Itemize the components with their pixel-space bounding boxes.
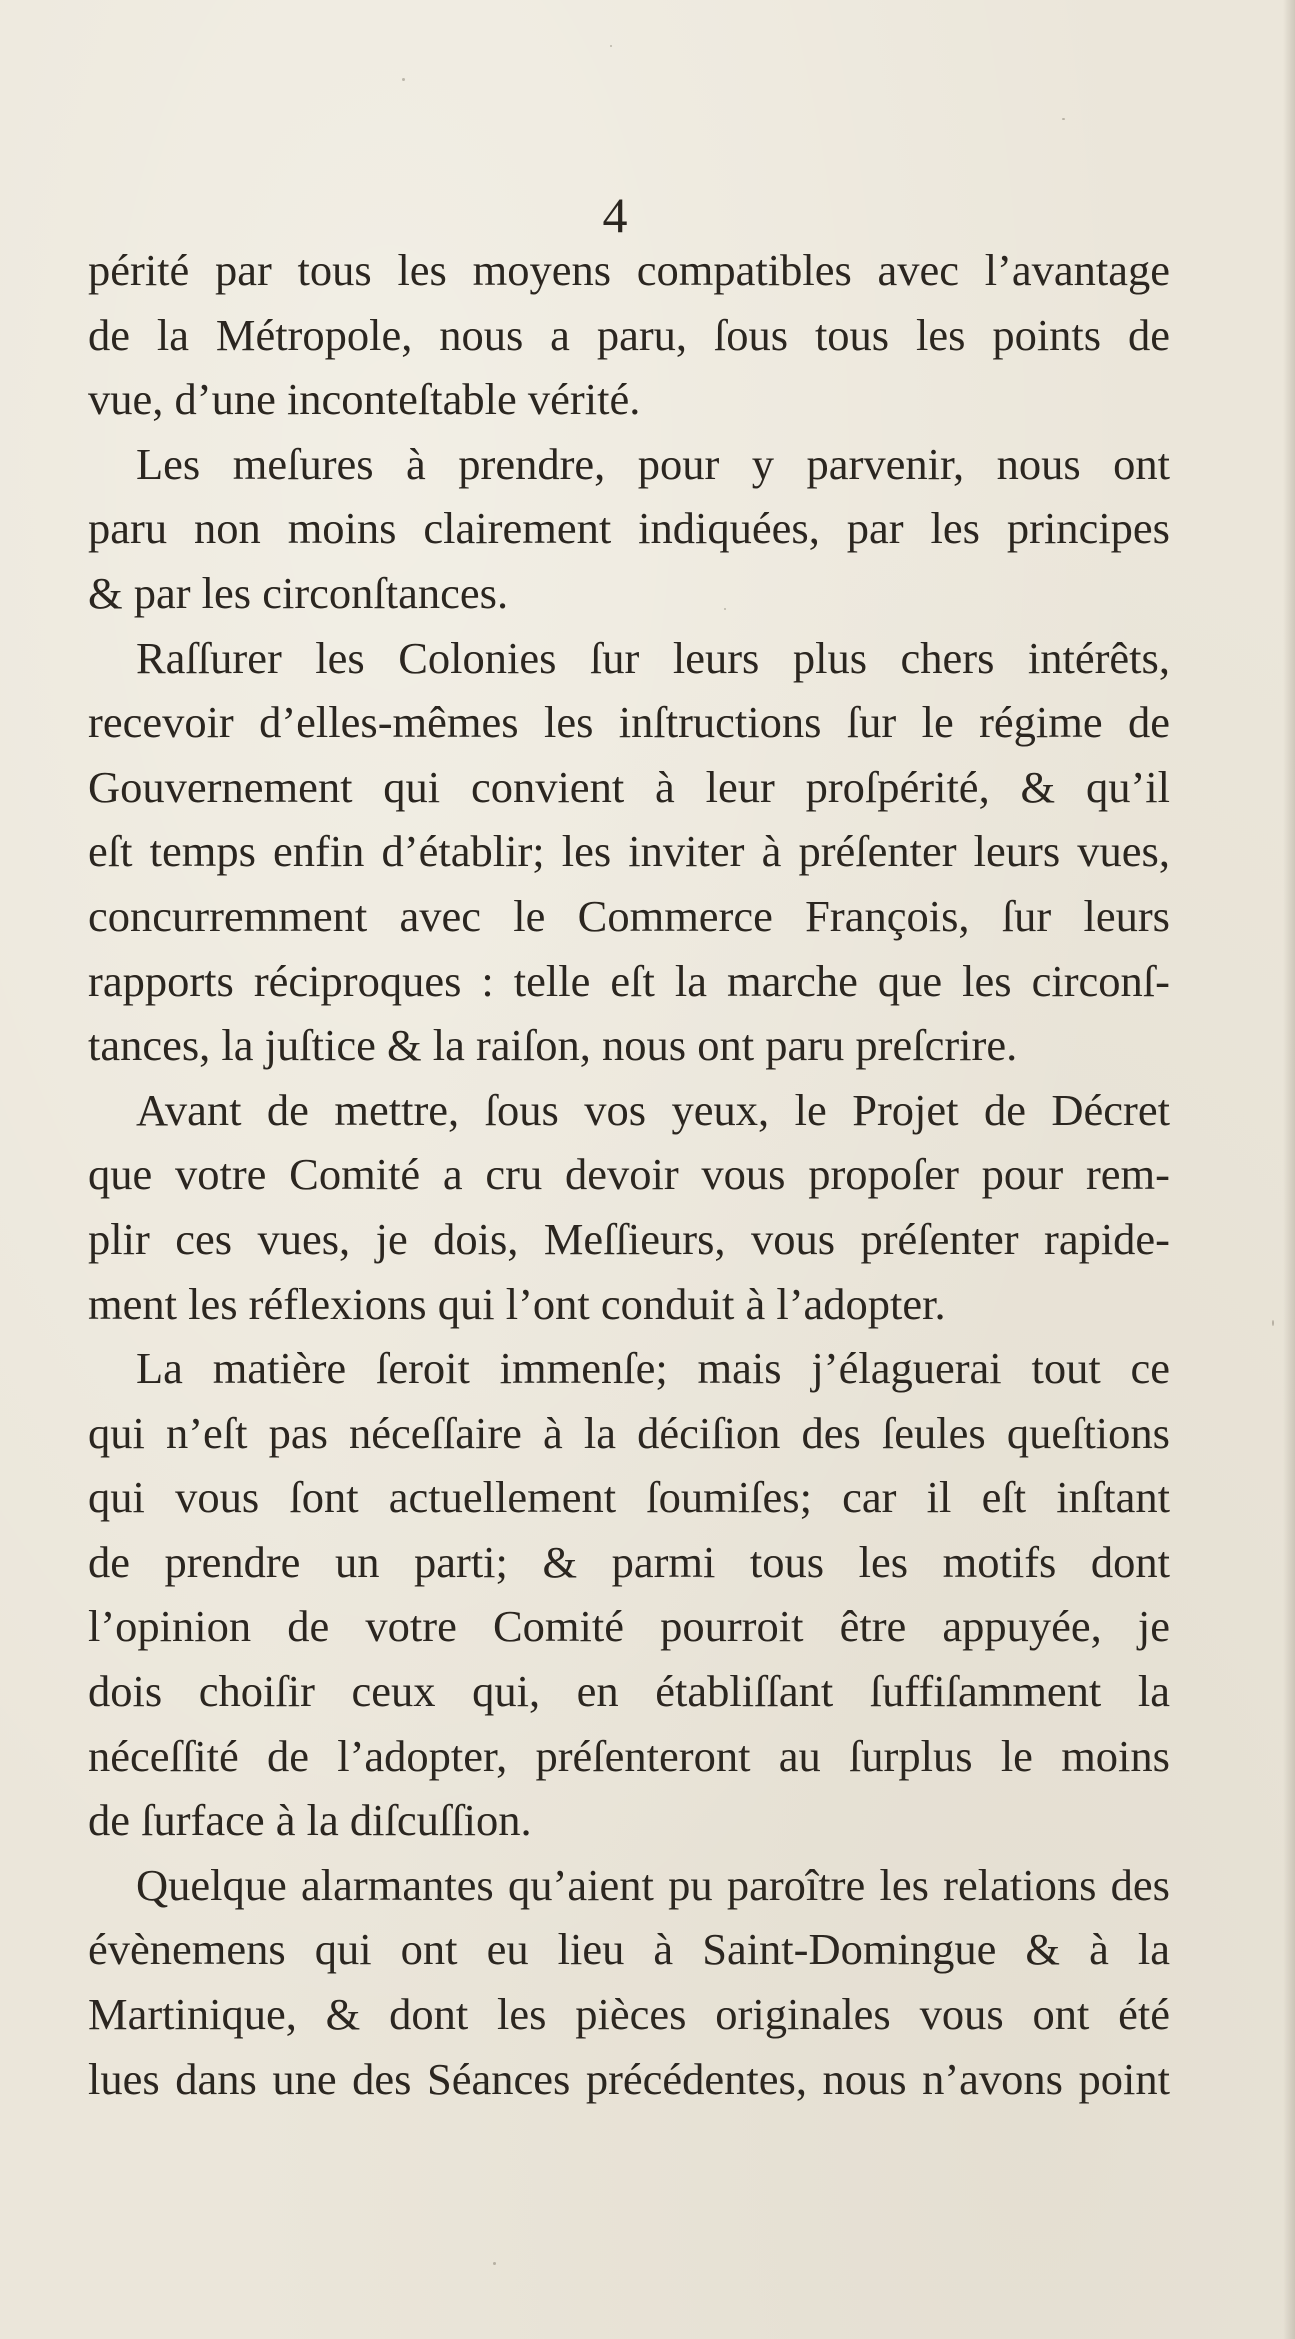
text-line: vue, d’une inconteſtable vérité.	[88, 374, 641, 425]
paragraph-start-line: La matière ſeroit immenſe; mais j’élaguerai tout ce	[136, 1343, 1170, 1394]
text-line: Gouvernement qui convient à leur proſpérité, & qu’il	[88, 761, 1170, 812]
paragraph-start-line: Raſſurer les Colonies ſur leurs plus chers intérêts,	[136, 632, 1170, 683]
text-line: néceſſité de l’adopter, préſenteront au ſurplus le moins	[88, 1730, 1170, 1781]
paper-speck	[1062, 118, 1065, 120]
text-line: eſt temps enfin d’établir; les inviter à préſenter leurs vues,	[88, 826, 1170, 877]
paragraph-start-line: Avant de mettre, ſous vos yeux, le Projet de Décret	[136, 1084, 1170, 1135]
paper-speck	[493, 2262, 496, 2265]
page-edge-shadow	[1283, 0, 1295, 2339]
paper-speck	[402, 78, 405, 81]
text-line: ment les réflexions qui l’ont conduit à l’adopter.	[88, 1278, 946, 1329]
text-line: périté par tous les moyens compatibles avec l’avantage	[88, 245, 1170, 295]
text-line: lues dans une des Séances précédentes, nous n’avons point	[88, 2053, 1170, 2104]
text-line: & par les circonſtances.	[88, 567, 509, 618]
text-line: recevoir d’elles-mêmes les inſtructions ſur le régime de	[88, 697, 1170, 748]
body-text	[88, 238, 1170, 2111]
text-line: l’opinion de votre Comité pourroit être appuyée, je	[88, 1601, 1170, 1652]
text-line: qui n’eſt pas néceſſaire à la déciſion des ſeules queſtions	[88, 1407, 1170, 1458]
page-number: 4	[602, 187, 628, 243]
text-line: tances, la juſtice & la raiſon, nous ont paru preſcrire.	[88, 1020, 1018, 1071]
paragraph-start-line: Quelque alarmantes qu’aient pu paroître les relations des	[136, 1859, 1170, 1910]
paper-speck	[1272, 1320, 1274, 1326]
text-line: de ſurface à la diſcuſſion.	[88, 1795, 532, 1846]
text-line: dois choiſir ceux qui, en établiſſant ſuffiſamment la	[88, 1666, 1170, 1717]
text-line: de la Métropole, nous a paru, ſous tous les points de	[88, 309, 1170, 360]
text-line: rapports réciproques : telle eſt la marche que les circonſ-	[88, 955, 1170, 1006]
text-line: de prendre un parti; & parmi tous les motifs dont	[88, 1536, 1170, 1587]
text-line: que votre Comité a cru devoir vous propoſer pour rem-	[88, 1149, 1170, 1200]
text-line: plir ces vues, je dois, Meſſieurs, vous préſenter rapide-	[88, 1213, 1170, 1264]
paper-speck	[610, 45, 612, 47]
text-line: qui vous ſont actuellement ſoumiſes; car il eſt inſtant	[88, 1472, 1170, 1523]
paragraph-start-line: Les meſures à prendre, pour y parvenir, nous ont	[136, 438, 1170, 489]
text-line: concurremment avec le Commerce François, ſur leurs	[88, 890, 1170, 941]
text-line: Martinique, & dont les pièces originales vous ont été	[88, 1989, 1170, 2040]
text-line: évènemens qui ont eu lieu à Saint-Domingue & à la	[88, 1924, 1170, 1975]
text-line: paru non moins clairement indiquées, par les principes	[88, 503, 1170, 554]
